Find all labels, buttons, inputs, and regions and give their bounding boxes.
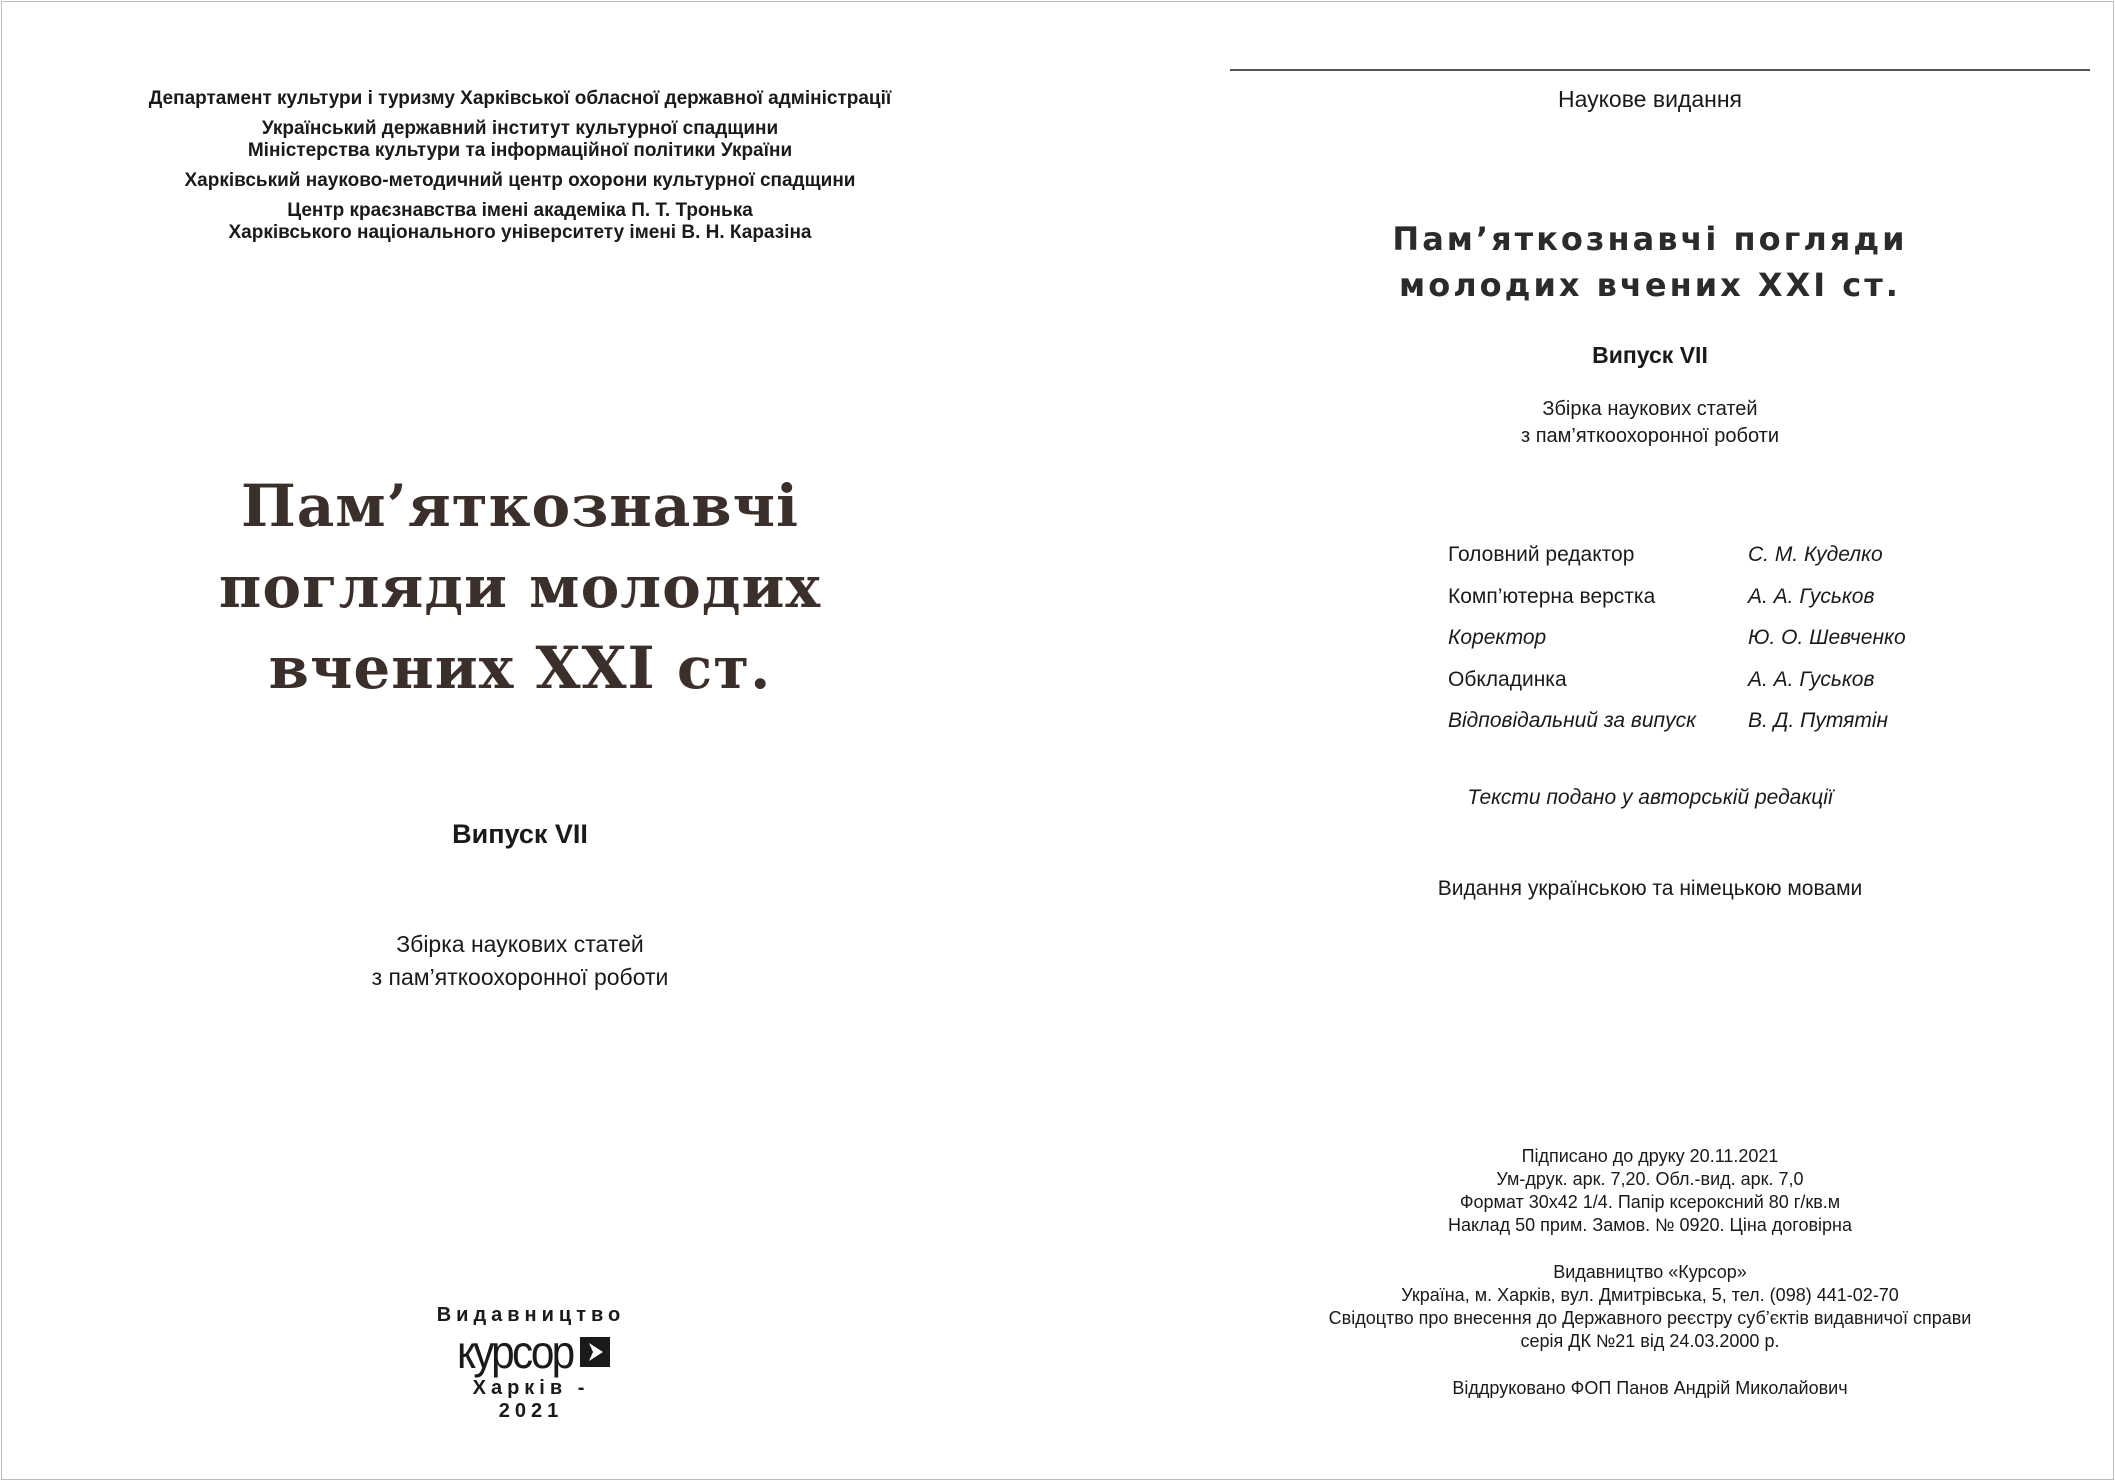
institution-line: Харківського національного університету імені В. Н. Каразіна	[228, 222, 812, 243]
subtitle-line: Збірка наукових статей	[396, 931, 644, 957]
book-title-line: Пам’яткознавчі погляди	[1392, 220, 1908, 258]
issue-number: Випуск VII	[1592, 342, 1708, 368]
book-title-line: погляди молодих	[218, 553, 822, 621]
institution-line: Центр краєзнавства імені академіка П. Т. Тронька	[287, 200, 753, 221]
logo-publisher-label: Видавництво	[436, 1304, 626, 1326]
issue-number: Випуск VII	[452, 819, 588, 849]
credit-name: С. М. Куделко	[1748, 543, 1883, 566]
book-title-line: молодих вчених XXI ст.	[1399, 266, 1901, 304]
print-info-line: Формат 30х42 1/4. Папір ксероксний 80 г/кв.м	[1459, 1192, 1841, 1212]
institution-line: Департамент культури і туризму Харківської обласної державної адміністрації	[148, 88, 892, 109]
credit-name: В. Д. Путятін	[1748, 709, 1889, 732]
institution-line: Міністерства культури та інформаційної політики України	[247, 140, 793, 161]
book-title-line: Пам’яткознавчі	[240, 472, 800, 540]
credit-name: А. А. Гуськов	[1748, 667, 1875, 691]
subtitle-line: з пам’яткоохоронної роботи	[371, 964, 669, 990]
publisher-info-line: Видавництво «Курсор»	[1553, 1262, 1747, 1282]
title-page	[0, 0, 1040, 1481]
institution-line: Український державний інститут культурної спадщини	[261, 118, 779, 139]
author-note: Тексти подано у авторській редакції	[1467, 786, 1833, 809]
publisher-info-line: Свідоцтво про внесення до Державного реєстру суб’єктів видавничої справи	[1328, 1308, 1972, 1328]
top-rule	[1230, 69, 2090, 71]
publication-type: Наукове видання	[1557, 86, 1743, 112]
publisher-logo	[436, 1304, 626, 1423]
credit-name: А. А. Гуськов	[1748, 584, 1875, 608]
play-arrow-icon	[580, 1337, 610, 1367]
credit-role: Комп’ютерна верстка	[1448, 584, 1656, 608]
institution-line: Харківський науково-методичний центр охорони культурної спадщини	[184, 170, 856, 191]
print-info-line: Ум-друк. арк. 7,20. Обл.-вид. арк. 7,0	[1496, 1169, 1804, 1189]
logo-wordmark: курсор	[457, 1326, 573, 1378]
publisher-info-line: серія ДК №21 від 24.03.2000 р.	[1520, 1331, 1780, 1351]
book-title-line: вчених XXI ст.	[268, 634, 772, 702]
subtitle-line: з пам’яткоохоронної роботи	[1520, 425, 1780, 447]
credit-name: Ю. О. Шевченко	[1748, 626, 1906, 649]
printer-line: Віддруковано ФОП Панов Андрій Миколайович	[1452, 1378, 1848, 1398]
languages-note: Видання українською та німецькою мовами	[1437, 877, 1863, 900]
credit-role: Коректор	[1448, 626, 1547, 649]
credit-role: Головний редактор	[1448, 543, 1635, 566]
credit-role: Обкладинка	[1448, 667, 1567, 691]
publisher-info-line: Україна, м. Харків, вул. Дмитрівська, 5, тел. (098) 441-02-70	[1401, 1285, 1899, 1305]
imprint-page	[1210, 0, 2090, 1481]
logo-city-year: Харків - 2021	[472, 1377, 590, 1422]
subtitle-line: Збірка наукових статей	[1542, 398, 1758, 420]
credit-role: Відповідальний за випуск	[1448, 709, 1696, 732]
print-info-line: Наклад 50 прим. Замов. № 0920. Ціна договірна	[1448, 1215, 1852, 1235]
print-info-line: Підписано до друку 20.11.2021	[1521, 1146, 1779, 1166]
